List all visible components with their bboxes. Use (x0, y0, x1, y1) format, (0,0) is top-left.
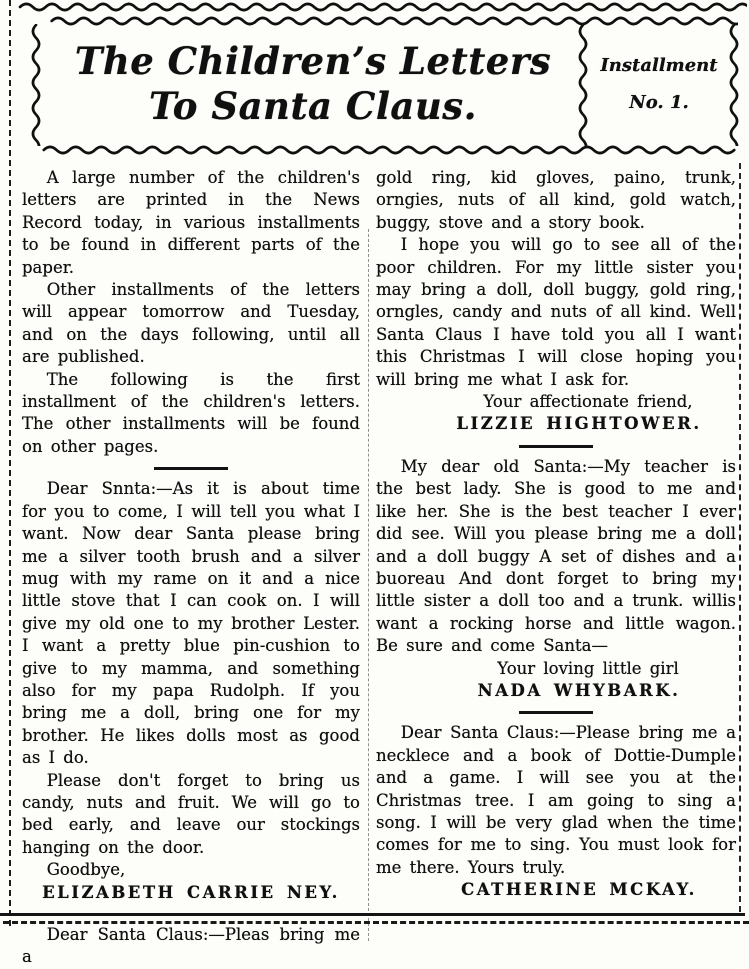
letter-divider (154, 467, 228, 470)
masthead-border-top (46, 15, 738, 27)
installment-number: No. 1. (629, 92, 689, 113)
bottom-rule-dashed (3, 921, 749, 924)
masthead-box (28, 15, 740, 156)
installment-label: Installment (600, 55, 718, 76)
article-body (22, 167, 738, 969)
letter2-signature: LIZZIE HIGHTOWER. (456, 414, 702, 434)
letter-divider (519, 711, 593, 714)
letter1-goodbye: Goodbye, (46, 860, 126, 880)
masthead-border-left (30, 24, 42, 146)
letter3-closing: Your loving little girl (497, 658, 679, 678)
bottom-rule-solid (0, 913, 745, 916)
title-line-2: To Santa Claus. (149, 84, 477, 128)
letter2-opening: Dear Santa Claus:—Pleas bring me a (22, 925, 360, 967)
top-wavy-rule (14, 1, 747, 13)
right-edge-rule (739, 163, 741, 912)
letter3-paragraph-1: My dear old Santa:—My teacher is the best lady. She is good to me and like her. She is the best teacher I ever did see. Will you please bring me a doll and a doll buggy A set of dishes and a buoreau And dont forget to bring my little sister a doll too and a trunk. willis want a rocking horse and little wagon. Be sure and come Santa— (376, 456, 736, 656)
letter1-signature: ELIZABETH CARRIE NEY. (42, 882, 340, 902)
letter1-paragraph-2: Please don't forget to bring us candy, nuts and fruit. We will go to bed early, and leave our stockings hanging on the door. (22, 770, 360, 857)
masthead-border-bottom (38, 144, 738, 156)
left-column (22, 167, 360, 969)
masthead-cell-divider (577, 24, 589, 146)
left-column-rule (9, 0, 11, 926)
letter4-paragraph-1: Dear Santa Claus:—Please bring me a necklece and a book of Dottie-Dumple and a game. I will see you at the Christmas tree. I am going to sing a song. I will be very glad when the time comes for me to sing. You must look for me there. Yours truly. (376, 723, 736, 877)
installment-box (594, 47, 724, 121)
right-column (376, 167, 736, 969)
letter2-closing: Your affectionate friend, (483, 392, 693, 412)
column-divider-rule (368, 229, 369, 941)
masthead-border-right (728, 24, 740, 146)
letter2-paragraph-2: I hope you will go to see all of the poor children. For my little sister you may bring a doll, doll buggy, gold ring, orngles, candy and nuts of all kind. Well Santa Claus I have told you all I want this Christmas I will close hoping you will bring me what I ask for. (376, 235, 736, 389)
letter1-paragraph-1: Dear Snnta:—As it is about time for you to come, I will tell you what I want. Now dear Santa please bring me a silver tooth brush and a silver mug with my rame on it and a nice little stove that I can cook on. I will give my old one to my brother Lester. I want a pretty blue pin-cushion to give to my mamma, and something also for my papa Rudolph. If you bring me a doll, bring one for my brother. He likes dolls most as good as I do. (22, 479, 360, 768)
title-line-1: The Children’s Letters (74, 39, 552, 83)
masthead-title (58, 39, 568, 129)
column-gap (360, 167, 376, 969)
intro-paragraph-2: Other installments of the letters will appear tomorrow and Tuesday, and on the days following, until all are published. (22, 280, 360, 367)
letter2-continuation: gold ring, kid gloves, paino, trunk, orngies, nuts of all kind, gold watch, buggy, stove and a story book. (376, 168, 736, 232)
letter3-signature: NADA WHYBARK. (477, 680, 681, 700)
intro-paragraph-1: A large number of the children's letters are printed in the News Record today, in various installments to be found in different parts of the paper. (22, 168, 360, 277)
letter-divider (519, 445, 593, 448)
intro-paragraph-3: The following is the first installment of the children's letters. The other installments will be found on other pages. (22, 369, 360, 456)
letter4-signature: CATHERINE MCKAY. (461, 880, 697, 900)
